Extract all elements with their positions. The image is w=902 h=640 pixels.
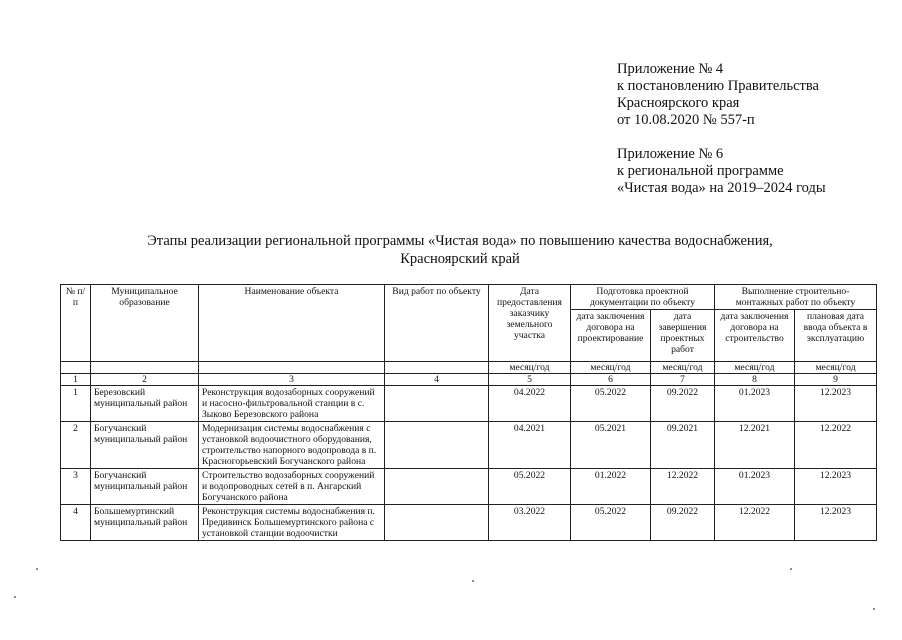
- appendix-line: Приложение № 6: [617, 146, 724, 162]
- title-line-1: Этапы реализации региональной программы «Чистая вода» по повышению качества водоснабжения,: [147, 233, 773, 249]
- row-object-name: Строительство водозаборных сооружений и водопроводных сетей в п. Ангарский Богучанского района: [199, 469, 385, 505]
- row-land-date: 04.2021: [489, 422, 571, 469]
- column-index: 5: [489, 374, 571, 386]
- header-land-date: Дата предоставления заказчику земельного участка: [489, 285, 571, 362]
- row-design-done: 09.2022: [651, 386, 715, 422]
- row-municipality: Большемуртинский муниципальный район: [91, 505, 199, 541]
- appendix-line: к региональной программе: [617, 163, 784, 179]
- row-municipality: Богучанский муниципальный район: [91, 469, 199, 505]
- appendix-block-4: [617, 61, 826, 129]
- header-municipality: Муниципальное образование: [91, 285, 199, 362]
- row-municipality: Березовский муниципальный район: [91, 386, 199, 422]
- row-num: 3: [61, 469, 91, 505]
- row-build-commission: 12.2023: [795, 469, 877, 505]
- appendix-header: [617, 61, 826, 214]
- unit-label: месяц/год: [715, 362, 795, 374]
- header-num: № п/п: [61, 285, 91, 362]
- header-work-type: Вид работ по объекту: [385, 285, 489, 362]
- scan-speck: [472, 580, 474, 582]
- row-object-name: Модернизация системы водоснабжения с установкой водоочистного оборудования, строительство напорного водопровода в п. Красногорьевский Богучанского района: [199, 422, 385, 469]
- row-work-type: [385, 469, 489, 505]
- column-index: 9: [795, 374, 877, 386]
- appendix-line: к постановлению Правительства: [617, 78, 819, 94]
- row-build-contract: 12.2022: [715, 505, 795, 541]
- header-design-group: Подготовка проектной документации по объекту: [571, 285, 715, 310]
- title-line-2: Красноярский край: [400, 251, 520, 267]
- appendix-line: Красноярского края: [617, 95, 740, 111]
- header-design-done: дата завершения проектных работ: [651, 310, 715, 362]
- row-build-commission: 12.2023: [795, 505, 877, 541]
- row-num: 2: [61, 422, 91, 469]
- stages-table: [60, 284, 877, 541]
- unit-label: месяц/год: [489, 362, 571, 374]
- row-land-date: 05.2022: [489, 469, 571, 505]
- row-design-contract: 01.2022: [571, 469, 651, 505]
- scan-speck: [790, 568, 792, 570]
- column-index: 7: [651, 374, 715, 386]
- table-row: [61, 422, 877, 469]
- row-num: 4: [61, 505, 91, 541]
- appendix-line: от 10.08.2020 № 557-п: [617, 112, 755, 128]
- document-title: [60, 232, 860, 268]
- header-build-group: Выполнение строительно-монтажных работ по объекту: [715, 285, 877, 310]
- row-build-contract: 01.2023: [715, 386, 795, 422]
- unit-label: месяц/год: [795, 362, 877, 374]
- row-build-commission: 12.2022: [795, 422, 877, 469]
- appendix-line: Приложение № 4: [617, 61, 724, 77]
- row-municipality: Богучанский муниципальный район: [91, 422, 199, 469]
- column-index: 6: [571, 374, 651, 386]
- unit-label: месяц/год: [571, 362, 651, 374]
- row-build-commission: 12.2023: [795, 386, 877, 422]
- scan-speck: [14, 596, 16, 598]
- table-row: [61, 505, 877, 541]
- appendix-block-6: [617, 146, 826, 197]
- row-design-contract: 05.2021: [571, 422, 651, 469]
- table-row: [61, 469, 877, 505]
- unit-label: месяц/год: [651, 362, 715, 374]
- row-design-contract: 05.2022: [571, 386, 651, 422]
- column-index: 2: [91, 374, 199, 386]
- row-object-name: Реконструкция водозаборных сооружений и насосно-фильтровальной станции в с. Зыково Березовского района: [199, 386, 385, 422]
- row-object-name: Реконструкция системы водоснабжения п. Предивинск Большемуртинского района с установкой станции водоочистки: [199, 505, 385, 541]
- row-land-date: 04.2022: [489, 386, 571, 422]
- header-build-commission: плановая дата ввода объекта в эксплуатацию: [795, 310, 877, 362]
- row-design-done: 09.2021: [651, 422, 715, 469]
- appendix-line: «Чистая вода» на 2019–2024 годы: [617, 180, 826, 196]
- header-build-contract: дата заключения договора на строительство: [715, 310, 795, 362]
- scan-speck: [873, 608, 875, 610]
- row-work-type: [385, 386, 489, 422]
- row-design-done: 09.2022: [651, 505, 715, 541]
- column-index: 1: [61, 374, 91, 386]
- table-row: [61, 386, 877, 422]
- column-index: 3: [199, 374, 385, 386]
- header-design-contract: дата заключения договора на проектирование: [571, 310, 651, 362]
- row-build-contract: 01.2023: [715, 469, 795, 505]
- row-design-contract: 05.2022: [571, 505, 651, 541]
- row-work-type: [385, 422, 489, 469]
- column-index: 4: [385, 374, 489, 386]
- row-design-done: 12.2022: [651, 469, 715, 505]
- row-land-date: 03.2022: [489, 505, 571, 541]
- row-work-type: [385, 505, 489, 541]
- row-num: 1: [61, 386, 91, 422]
- column-index: 8: [715, 374, 795, 386]
- row-build-contract: 12.2021: [715, 422, 795, 469]
- header-object-name: Наименование объекта: [199, 285, 385, 362]
- scan-speck: [36, 568, 38, 570]
